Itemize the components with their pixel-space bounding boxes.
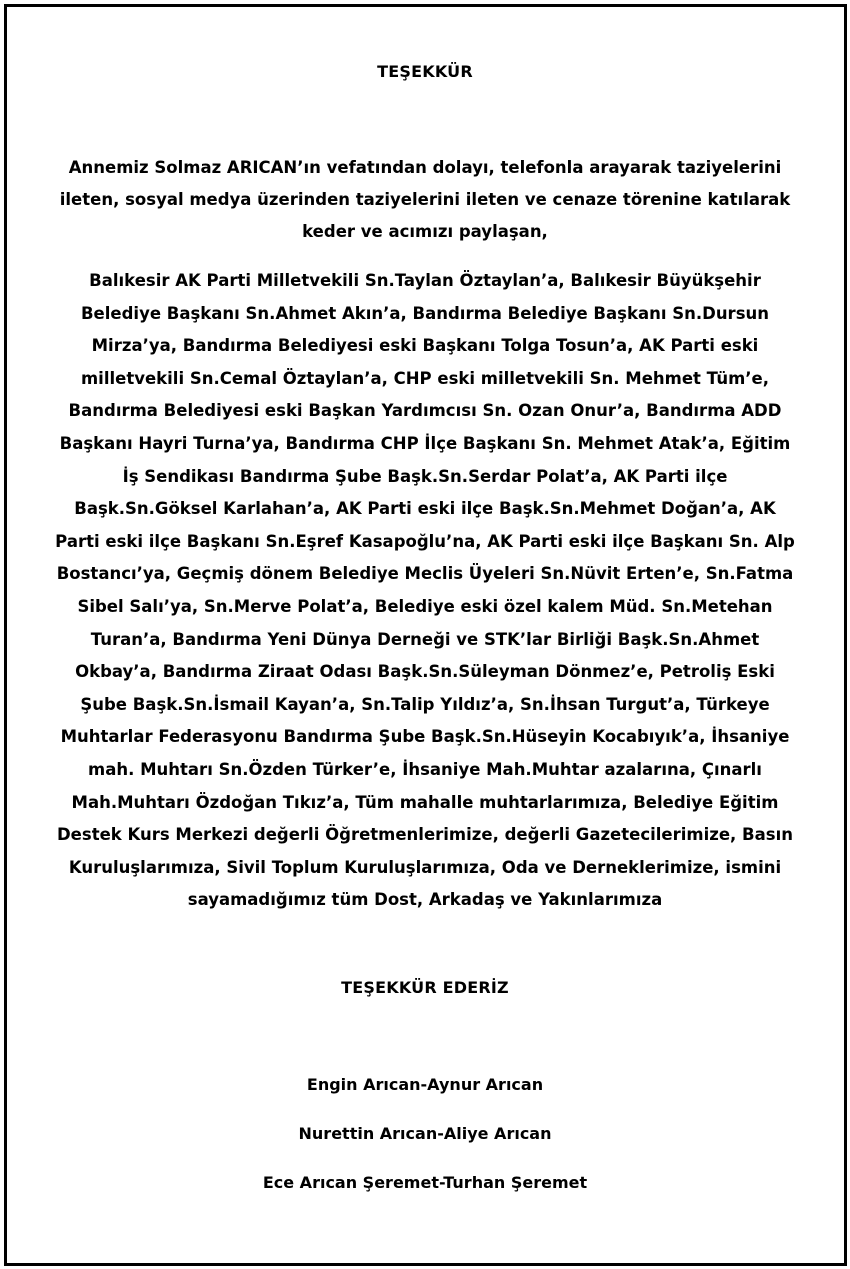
signatory-1: Engin Arıcan-Aynur Arıcan: [306, 1075, 544, 1094]
signatory-2: Nurettin Arıcan-Aliye Arıcan: [298, 1124, 552, 1143]
intro-paragraph: Annemiz Solmaz ARICAN’ın vefatından dolayı, telefonla arayarak taziyelerini ileten, sosyal medya üzerinden taziyelerini ileten ve cenaze törenine katılarak keder ve acımızı paylaşan,: [59, 158, 791, 241]
closing-thanks: TEŞEKKÜR EDERİZ: [341, 978, 509, 997]
signatory-3: Ece Arıcan Şeremet-Turhan Şeremet: [262, 1173, 588, 1192]
names-paragraph: Balıkesir AK Parti Milletvekili Sn.Taylan Öztaylan’a, Balıkesir Büyükşehir Belediye Başkanı Sn.Ahmet Akın’a, Bandırma Belediye Başkanı Sn.Dursun Mirza’ya, Bandırma Belediyesi eski Başkanı Tolga Tosun’a, AK Parti eski milletvekili Sn.Cemal Öztaylan’a, CHP eski milletvekili Sn. Mehmet Tüm’e, Bandırma Belediyesi eski Başkan Yardımcısı Sn. Ozan Onur’a, Bandırma ADD Başkanı Hayri Turna’ya, Bandırma CHP İlçe Başkanı Sn. Mehmet Atak’a, Eğitim İş Sendikası Bandırma Şube Başk.Sn.Serdar Polat’a, AK Parti ilçe Başk.Sn.Göksel Karlahan’a, AK Parti eski ilçe Başk.Sn.Mehmet Doğan’a, AK Parti eski ilçe Başkanı Sn.Eşref Kasapoğlu’na, AK Parti eski ilçe Başkanı Sn. Alp Bostancı’ya, Geçmiş dönem Belediye Meclis Üyeleri Sn.Nüvit Erten’e, Sn.Fatma Sibel Salı’ya, Sn.Merve Polat’a, Belediye eski özel kalem Müd. Sn.Metehan Turan’a, Bandırma Yeni Dünya Derneği ve STK’lar Birliği Başk.Sn.Ahmet Okbay’a, Bandırma Ziraat Odası Başk.Sn.Süleyman Dönmez’e, Petroliş Eski Şube Başk.Sn.İsmail Kayan’a, Sn.Talip Yıldız’a, Sn.İhsan Turgut’a, Türkeye Muhtarlar Federasyonu Bandırma Şube Başk.Sn.Hüseyin Kocabıyık’a, İhsaniye mah. Muhtarı Sn.Özden Türker’e, İhsaniye Mah.Muhtar azalarına, Çınarlı Mah.Muhtarı Özdoğan Tıkız’a, Tüm mahalle muhtarlarımıza, Belediye Eğitim Destek Kurs Merkezi değerli Öğretmenlerimize, değerli Gazetecilerimize, Basın Kuruluşlarımıza, Sivil Toplum Kuruluşlarımıza, Oda ve Derneklerimize, ismini sayamadığımız tüm Dost, Arkadaş ve Yakınlarımıza: [55, 271, 795, 910]
page-title: TEŞEKKÜR: [377, 62, 473, 81]
